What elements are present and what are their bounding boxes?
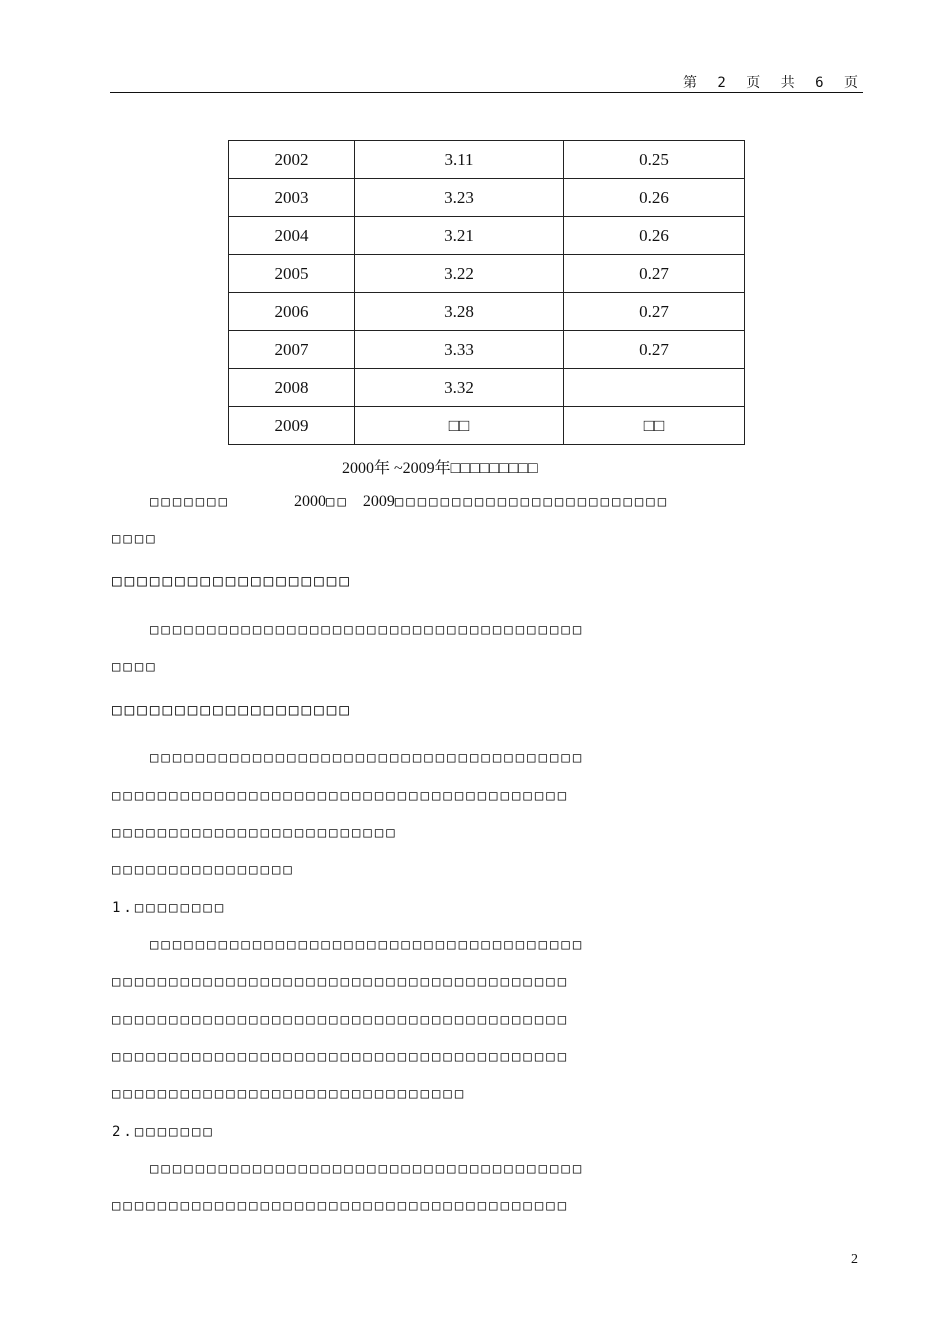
table-cell: □□ — [355, 407, 564, 445]
body-paragraph-4-line-1: □□□□□□□□□□□□□□□□□□□□□□□□□□□□□□□□□□□□□□ — [150, 937, 585, 953]
table-cell: 3.33 — [355, 331, 564, 369]
body-paragraph-3-line-4: □□□□□□□□□□□□□□□□ — [112, 862, 295, 878]
table-cell: 3.28 — [355, 293, 564, 331]
table-cell: 0.26 — [564, 179, 745, 217]
table-cell: 0.26 — [564, 217, 745, 255]
page-number: 2 — [851, 1252, 858, 1267]
body-paragraph-2-line-1: □□□□□□□□□□□□□□□□□□□□□□□□□□□□□□□□□□□□□□ — [150, 622, 585, 638]
table-row — [229, 331, 745, 369]
table-row — [229, 217, 745, 255]
list-item-2-title: 2.□□□□□□□ — [112, 1124, 215, 1140]
table-cell: 2004 — [229, 217, 355, 255]
table-row — [229, 407, 745, 445]
body-paragraph-4-line-4: □□□□□□□□□□□□□□□□□□□□□□□□□□□□□□□□□□□□□□□□ — [112, 1049, 570, 1065]
table-cell: 0.27 — [564, 293, 745, 331]
body-paragraph-1-line-2: □□□□ — [112, 531, 158, 547]
section-heading-2: □□□□□□□□□□□□□□□□□□□ — [112, 700, 353, 719]
table-cell: 0.25 — [564, 141, 745, 179]
table-cell: 2007 — [229, 331, 355, 369]
table-cell: 2008 — [229, 369, 355, 407]
table-row — [229, 255, 745, 293]
table-cell: 0.27 — [564, 331, 745, 369]
text-segment: □□ — [326, 494, 349, 510]
data-table — [228, 140, 745, 445]
table-row — [229, 141, 745, 179]
body-paragraph-5-line-2: □□□□□□□□□□□□□□□□□□□□□□□□□□□□□□□□□□□□□□□□ — [112, 1198, 570, 1214]
table-cell: 0.27 — [564, 255, 745, 293]
text-segment: □□□□□□□□□□□□□□□□□□□□□□□□ — [394, 494, 670, 510]
table-cell — [564, 369, 745, 407]
table-cell: 2002 — [229, 141, 355, 179]
header-divider — [110, 92, 863, 93]
table-cell: 2003 — [229, 179, 355, 217]
table-cell: 3.32 — [355, 369, 564, 407]
table-cell: 2005 — [229, 255, 355, 293]
year-number: 2009 — [362, 493, 395, 510]
table-cell: 3.11 — [355, 141, 564, 179]
body-paragraph-3-line-1: □□□□□□□□□□□□□□□□□□□□□□□□□□□□□□□□□□□□□□ — [150, 750, 585, 766]
year-number: 2000 — [294, 493, 327, 510]
table-caption: 2000年 ~2009年□□□□□□□□□ — [342, 460, 538, 477]
table-row — [229, 293, 745, 331]
table-cell: □□ — [564, 407, 745, 445]
text-segment: □□□□□□□ — [150, 494, 231, 510]
table-cell: 2006 — [229, 293, 355, 331]
section-heading-1: □□□□□□□□□□□□□□□□□□□ — [112, 571, 353, 590]
body-paragraph-4-line-5: □□□□□□□□□□□□□□□□□□□□□□□□□□□□□□□ — [112, 1086, 467, 1102]
table-cell: 3.21 — [355, 217, 564, 255]
list-item-1-title: 1.□□□□□□□□ — [112, 900, 227, 916]
table-row — [229, 369, 745, 407]
page-header-label: 第 2 页 共 6 页 — [682, 75, 864, 91]
body-paragraph-4-line-3: □□□□□□□□□□□□□□□□□□□□□□□□□□□□□□□□□□□□□□□□ — [112, 1012, 570, 1028]
table-cell: 2009 — [229, 407, 355, 445]
table-cell: 3.23 — [355, 179, 564, 217]
body-paragraph-5-line-1: □□□□□□□□□□□□□□□□□□□□□□□□□□□□□□□□□□□□□□ — [150, 1161, 585, 1177]
table-cell: 3.22 — [355, 255, 564, 293]
body-paragraph-1-line-1 — [150, 493, 669, 511]
body-paragraph-2-line-2: □□□□ — [112, 659, 158, 675]
body-paragraph-3-line-2: □□□□□□□□□□□□□□□□□□□□□□□□□□□□□□□□□□□□□□□□ — [112, 788, 570, 804]
body-paragraph-3-line-3: □□□□□□□□□□□□□□□□□□□□□□□□□ — [112, 825, 398, 841]
table-row — [229, 179, 745, 217]
body-paragraph-4-line-2: □□□□□□□□□□□□□□□□□□□□□□□□□□□□□□□□□□□□□□□□ — [112, 974, 570, 990]
